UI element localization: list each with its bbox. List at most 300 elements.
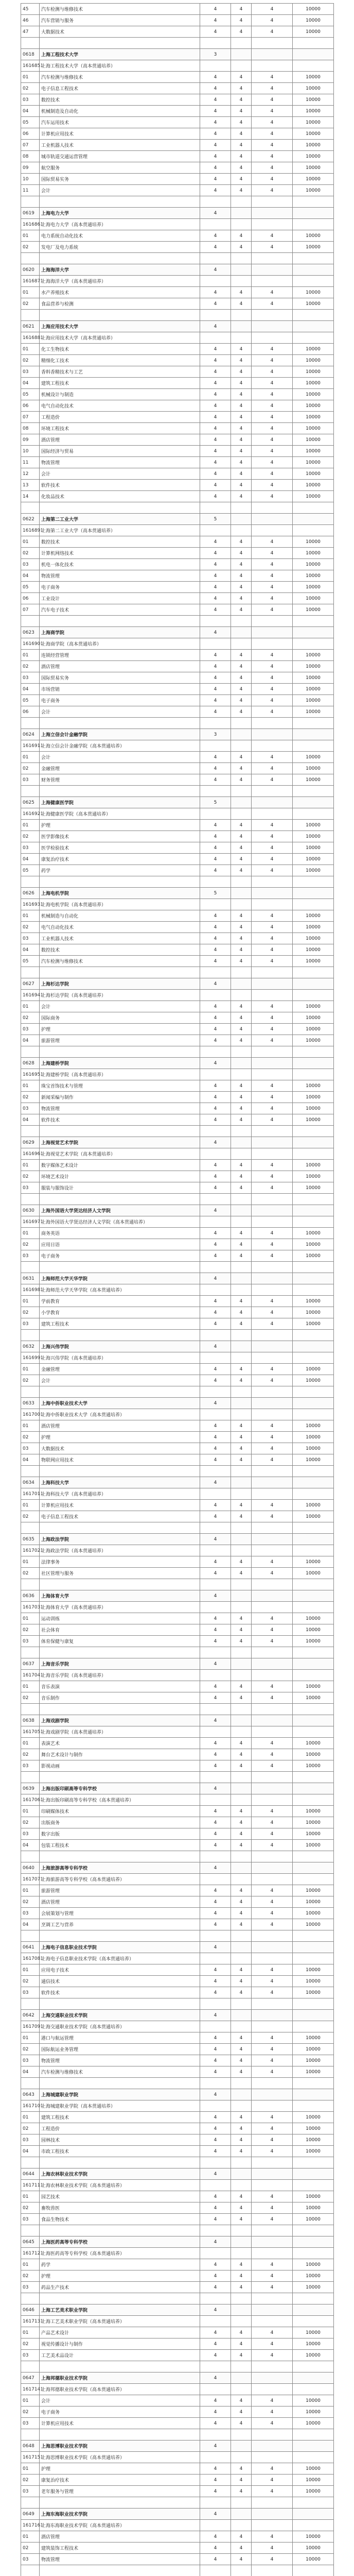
row-name-cell: 软件技术 — [40, 1114, 200, 1126]
row-count-cell — [252, 1602, 293, 1613]
row-count-cell: 4 — [252, 661, 293, 672]
row-plan-cell — [231, 740, 252, 752]
row-code-cell: 1617071 — [21, 1874, 40, 1885]
row-years-cell — [200, 1352, 231, 1364]
row-plan-cell — [231, 1874, 252, 1885]
row-count-cell: 4 — [252, 933, 293, 944]
row-code-cell: 07 — [21, 140, 40, 151]
row-years-cell — [200, 1216, 231, 1228]
table-row — [21, 1976, 334, 1987]
row-years-cell: 4 — [200, 774, 231, 786]
row-years-cell: 4 — [200, 1182, 231, 1194]
row-plan-cell: 4 — [231, 763, 252, 774]
row-plan-cell: 4 — [231, 1012, 252, 1024]
row-name-cell: 上海第二工业大学 — [40, 514, 200, 525]
row-code-cell — [21, 2497, 40, 2509]
row-count-cell — [252, 1284, 293, 1296]
row-plan-cell — [231, 1704, 252, 1715]
row-name-cell: 会计 — [40, 706, 200, 718]
row-years-cell: 4 — [200, 1296, 231, 1307]
row-fee-cell — [293, 38, 334, 49]
row-code-cell: 03 — [21, 1760, 40, 1772]
row-count-cell: 4 — [252, 2395, 293, 2406]
row-name-cell: 法律事务 — [40, 1556, 200, 1568]
row-plan-cell — [231, 1658, 252, 1670]
row-count-cell — [252, 2497, 293, 2509]
row-fee-cell: 10000 — [293, 230, 334, 242]
row-name-cell — [40, 1930, 200, 1942]
row-plan-cell — [231, 525, 252, 536]
row-fee-cell — [293, 321, 334, 332]
row-code-cell: 02 — [21, 2270, 40, 2282]
row-plan-cell: 4 — [231, 344, 252, 355]
blank-row — [21, 2429, 334, 2441]
row-fee-cell: 10000 — [293, 559, 334, 570]
row-fee-cell — [293, 1726, 334, 1738]
row-count-cell: 4 — [252, 1182, 293, 1194]
row-plan-cell: 4 — [231, 2270, 252, 2282]
row-fee-cell: 10000 — [293, 1806, 334, 1817]
row-count-cell — [252, 740, 293, 752]
row-name-cell: 上海视觉艺术学院 — [40, 1137, 200, 1148]
table-row — [21, 2350, 334, 2361]
row-plan-cell: 4 — [231, 2486, 252, 2497]
row-count-cell: 4 — [252, 1692, 293, 1704]
row-name-cell: 计算机应用技术 — [40, 128, 200, 140]
row-name-cell: 上海商学院（高本贯通培养） — [40, 638, 200, 650]
row-years-cell — [200, 2225, 231, 2236]
row-name-cell — [40, 967, 200, 978]
row-count-cell — [252, 1194, 293, 1205]
table-row — [21, 706, 334, 718]
school-row — [21, 208, 334, 219]
row-years-cell — [200, 876, 231, 888]
row-fee-cell: 10000 — [293, 933, 334, 944]
table-row — [21, 276, 334, 287]
row-count-cell — [252, 1998, 293, 2010]
row-plan-cell — [231, 1488, 252, 1500]
row-years-cell — [200, 1874, 231, 1885]
table-row — [21, 2520, 334, 2531]
row-years-cell — [200, 1386, 231, 1398]
row-years-cell: 4 — [200, 2509, 231, 2520]
row-count-cell — [252, 2429, 293, 2441]
row-count-cell: 4 — [252, 26, 293, 38]
table-row — [21, 1919, 334, 1930]
row-count-cell — [252, 1273, 293, 1284]
row-name-cell: 上海海洋大学（高本贯通培养） — [40, 276, 200, 287]
row-fee-cell: 10000 — [293, 944, 334, 956]
row-name-cell: 汽车检测与维修技术 — [40, 72, 200, 83]
row-years-cell: 4 — [200, 933, 231, 944]
row-name-cell: 旅游管理 — [40, 1885, 200, 1896]
row-name-cell: 环境工程技术 — [40, 423, 200, 434]
row-count-cell — [252, 1783, 293, 1794]
row-count-cell: 4 — [252, 1092, 293, 1103]
table-row — [21, 661, 334, 672]
row-years-cell — [200, 899, 231, 910]
row-name-cell: 上海外国语大学贤达经济人文学院 — [40, 1205, 200, 1216]
row-name-cell — [40, 1386, 200, 1398]
row-code-cell: 03 — [21, 774, 40, 786]
row-plan-cell: 4 — [231, 820, 252, 831]
row-count-cell: 4 — [252, 2531, 293, 2543]
row-name-cell: 软件技术 — [40, 480, 200, 491]
row-fee-cell: 10000 — [293, 706, 334, 718]
row-plan-cell — [231, 2441, 252, 2452]
row-years-cell: 4 — [200, 1715, 231, 1726]
table-row — [21, 2066, 334, 2078]
row-years-cell: 4 — [200, 1137, 231, 1148]
row-code-cell: 01 — [21, 650, 40, 661]
row-years-cell — [200, 1194, 231, 1205]
row-code-cell: 03 — [21, 1987, 40, 1998]
row-fee-cell — [293, 2236, 334, 2248]
row-code-cell: 01 — [21, 1964, 40, 1976]
row-fee-cell: 10000 — [293, 2350, 334, 2361]
table-row — [21, 854, 334, 865]
row-years-cell — [200, 740, 231, 752]
row-code-cell: 05 — [21, 117, 40, 128]
row-plan-cell: 4 — [231, 1987, 252, 1998]
row-name-cell: 护理 — [40, 2270, 200, 2282]
row-fee-cell: 10000 — [293, 661, 334, 672]
school-row — [21, 49, 334, 60]
row-code-cell: 1617121 — [21, 2248, 40, 2259]
row-years-cell: 4 — [200, 446, 231, 457]
row-fee-cell: 10000 — [293, 1171, 334, 1182]
row-code-cell: 05 — [21, 582, 40, 593]
row-plan-cell: 4 — [231, 1454, 252, 1466]
row-fee-cell — [293, 1998, 334, 2010]
row-name-cell — [40, 2429, 200, 2441]
row-plan-cell: 4 — [231, 1443, 252, 1454]
school-row — [21, 978, 334, 990]
row-fee-cell — [293, 1930, 334, 1942]
row-years-cell — [200, 1726, 231, 1738]
row-count-cell — [252, 2520, 293, 2531]
table-row — [21, 1681, 334, 1692]
row-fee-cell: 10000 — [293, 1375, 334, 1386]
row-name-cell: 应用电子技术 — [40, 1964, 200, 1976]
row-name-cell: 上海邦德职业技术学院（高本贯通培养） — [40, 2384, 200, 2395]
row-name-cell: 新闻采编与制作 — [40, 1092, 200, 1103]
row-count-cell — [252, 718, 293, 729]
row-count-cell: 4 — [252, 1738, 293, 1749]
row-years-cell: 4 — [200, 536, 231, 548]
row-count-cell — [252, 2157, 293, 2168]
table-row — [21, 559, 334, 570]
row-count-cell: 4 — [252, 1749, 293, 1760]
row-plan-cell: 4 — [231, 2202, 252, 2214]
row-name-cell: 工艺美术品设计 — [40, 2350, 200, 2361]
table-row — [21, 582, 334, 593]
row-years-cell: 4 — [200, 2202, 231, 2214]
row-years-cell: 5 — [200, 514, 231, 525]
row-years-cell: 4 — [200, 2486, 231, 2497]
row-code-cell: 02 — [21, 661, 40, 672]
row-fee-cell: 10000 — [293, 593, 334, 604]
table-row — [21, 355, 334, 366]
row-years-cell: 4 — [200, 1511, 231, 1522]
row-name-cell: 上海城建职业学院 — [40, 2089, 200, 2100]
row-years-cell: 4 — [200, 2543, 231, 2554]
row-count-cell: 4 — [252, 1239, 293, 1250]
row-fee-cell: 10000 — [293, 4, 334, 15]
blank-row — [21, 2078, 334, 2089]
row-plan-cell: 4 — [231, 378, 252, 389]
row-plan-cell: 4 — [231, 774, 252, 786]
row-count-cell: 4 — [252, 1624, 293, 1636]
row-plan-cell — [231, 978, 252, 990]
row-plan-cell: 4 — [231, 944, 252, 956]
row-code-cell: 01 — [21, 2259, 40, 2270]
row-count-cell: 4 — [252, 752, 293, 763]
row-years-cell: 4 — [200, 1590, 231, 1602]
row-name-cell: 上海兴伟学院 — [40, 1341, 200, 1352]
row-fee-cell — [293, 2157, 334, 2168]
row-code-cell: 06 — [21, 400, 40, 412]
row-code-cell: 45 — [21, 4, 40, 15]
row-count-cell — [252, 1579, 293, 1590]
row-count-cell — [252, 1330, 293, 1341]
row-code-cell: 04 — [21, 2146, 40, 2157]
table-row — [21, 1624, 334, 1636]
row-count-cell: 4 — [252, 400, 293, 412]
row-fee-cell — [293, 1862, 334, 1874]
row-plan-cell: 4 — [231, 230, 252, 242]
row-years-cell — [200, 276, 231, 287]
row-code-cell: 0641 — [21, 1942, 40, 1953]
row-name-cell: 会计 — [40, 1001, 200, 1012]
row-fee-cell: 10000 — [293, 820, 334, 831]
row-plan-cell: 4 — [231, 298, 252, 310]
row-count-cell: 4 — [252, 2032, 293, 2044]
row-years-cell — [200, 1953, 231, 1964]
row-fee-cell — [293, 2180, 334, 2191]
row-name-cell: 园林技术 — [40, 2134, 200, 2146]
table-row — [21, 1375, 334, 1386]
row-plan-cell: 4 — [231, 128, 252, 140]
row-code-cell: 1616941 — [21, 990, 40, 1001]
row-plan-cell: 4 — [231, 1964, 252, 1976]
table-row — [21, 2486, 334, 2497]
row-plan-cell: 4 — [231, 2123, 252, 2134]
row-years-cell: 4 — [200, 2282, 231, 2293]
row-years-cell: 4 — [200, 752, 231, 763]
row-years-cell: 4 — [200, 854, 231, 865]
row-name-cell — [40, 616, 200, 627]
row-count-cell — [252, 1216, 293, 1228]
row-plan-cell — [231, 502, 252, 514]
table-row — [21, 548, 334, 559]
row-code-cell: 01 — [21, 2463, 40, 2475]
row-plan-cell: 4 — [231, 933, 252, 944]
row-fee-cell: 10000 — [293, 1103, 334, 1114]
row-fee-cell: 10000 — [293, 1908, 334, 1919]
row-code-cell: 02 — [21, 2406, 40, 2418]
row-fee-cell: 10000 — [293, 752, 334, 763]
row-name-cell: 城市轨道交通运营管理 — [40, 151, 200, 162]
row-code-cell — [21, 1851, 40, 1862]
row-years-cell: 4 — [200, 162, 231, 174]
row-years-cell — [200, 1851, 231, 1862]
row-plan-cell: 4 — [231, 2134, 252, 2146]
row-code-cell: 02 — [21, 2543, 40, 2554]
row-count-cell: 4 — [252, 1420, 293, 1432]
row-count-cell — [252, 1398, 293, 1409]
row-count-cell — [252, 1386, 293, 1398]
row-code-cell: 03 — [21, 366, 40, 378]
row-plan-cell — [231, 1194, 252, 1205]
row-fee-cell: 10000 — [293, 1035, 334, 1046]
row-code-cell: 01 — [21, 910, 40, 922]
row-code-cell: 01 — [21, 1613, 40, 1624]
row-fee-cell: 10000 — [293, 117, 334, 128]
row-fee-cell — [293, 264, 334, 276]
row-plan-cell: 4 — [231, 2327, 252, 2338]
table-row — [21, 2384, 334, 2395]
row-code-cell: 03 — [21, 1024, 40, 1035]
row-fee-cell: 10000 — [293, 480, 334, 491]
row-code-cell — [21, 2361, 40, 2372]
row-years-cell — [200, 1262, 231, 1273]
row-fee-cell — [293, 2384, 334, 2395]
row-years-cell: 4 — [200, 1817, 231, 1828]
school-row — [21, 627, 334, 638]
row-years-cell: 4 — [200, 2191, 231, 2202]
row-years-cell: 4 — [200, 1103, 231, 1114]
row-plan-cell: 4 — [231, 140, 252, 151]
row-plan-cell — [231, 729, 252, 740]
row-fee-cell — [293, 2520, 334, 2531]
row-code-cell: 02 — [21, 2044, 40, 2055]
row-plan-cell: 4 — [231, 582, 252, 593]
row-name-cell: 护理 — [40, 820, 200, 831]
row-years-cell: 4 — [200, 1885, 231, 1896]
row-fee-cell: 10000 — [293, 1885, 334, 1896]
blank-row — [21, 2225, 334, 2236]
row-fee-cell — [293, 2372, 334, 2384]
row-fee-cell: 10000 — [293, 2191, 334, 2202]
row-years-cell: 4 — [200, 1205, 231, 1216]
row-years-cell: 4 — [200, 2372, 231, 2384]
row-name-cell: 食品生物技术 — [40, 2214, 200, 2225]
row-count-cell: 4 — [252, 1511, 293, 1522]
row-fee-cell: 10000 — [293, 1964, 334, 1976]
row-name-cell: 药学 — [40, 2259, 200, 2270]
row-years-cell: 4 — [200, 2032, 231, 2044]
row-years-cell: 4 — [200, 1760, 231, 1772]
row-name-cell: 机械制造及自动化 — [40, 106, 200, 117]
row-name-cell: 计算机应用技术 — [40, 2418, 200, 2429]
row-years-cell: 4 — [200, 208, 231, 219]
row-plan-cell: 4 — [231, 1092, 252, 1103]
row-code-cell: 0627 — [21, 978, 40, 990]
table-row — [21, 2543, 334, 2554]
row-fee-cell: 10000 — [293, 174, 334, 185]
row-count-cell: 4 — [252, 604, 293, 616]
row-years-cell: 4 — [200, 1001, 231, 1012]
row-code-cell: 0630 — [21, 1205, 40, 1216]
row-plan-cell — [231, 2100, 252, 2112]
row-name-cell: 上海东海职业技术学院 — [40, 2509, 200, 2520]
table-row — [21, 117, 334, 128]
table-row — [21, 1250, 334, 1262]
row-code-cell: 03 — [21, 94, 40, 106]
row-years-cell: 4 — [200, 1568, 231, 1579]
row-code-cell — [21, 1647, 40, 1658]
row-code-cell — [21, 1772, 40, 1783]
row-fee-cell — [293, 616, 334, 627]
school-row — [21, 2304, 334, 2316]
row-years-cell: 4 — [200, 1273, 231, 1284]
row-code-cell: 0633 — [21, 1398, 40, 1409]
row-fee-cell — [293, 1262, 334, 1273]
row-code-cell: 04 — [21, 1454, 40, 1466]
row-code-cell: 03 — [21, 1182, 40, 1194]
row-fee-cell: 10000 — [293, 1636, 334, 1647]
row-years-cell: 5 — [200, 888, 231, 899]
row-count-cell — [252, 525, 293, 536]
table-row — [21, 151, 334, 162]
row-code-cell: 01 — [21, 344, 40, 355]
admissions-table-sheet — [21, 3, 333, 2576]
row-name-cell: 上海邦德职业技术学院 — [40, 2372, 200, 2384]
row-count-cell: 4 — [252, 2146, 293, 2157]
row-fee-cell: 10000 — [293, 695, 334, 706]
table-row — [21, 2452, 334, 2463]
row-name-cell: 物流管理 — [40, 457, 200, 468]
school-row — [21, 1942, 334, 1953]
row-name-cell: 大数据技术 — [40, 1443, 200, 1454]
row-plan-cell: 4 — [231, 94, 252, 106]
row-count-cell — [252, 2010, 293, 2021]
row-years-cell: 3 — [200, 729, 231, 740]
row-plan-cell — [231, 1602, 252, 1613]
row-code-cell: 06 — [21, 593, 40, 604]
row-plan-cell — [231, 786, 252, 797]
row-code-cell: 03 — [21, 2418, 40, 2429]
row-count-cell — [252, 627, 293, 638]
table-row — [21, 2032, 334, 2044]
row-years-cell: 4 — [200, 174, 231, 185]
row-plan-cell: 4 — [231, 842, 252, 854]
row-fee-cell: 10000 — [293, 162, 334, 174]
row-fee-cell — [293, 1772, 334, 1783]
row-name-cell: 物流管理 — [40, 1103, 200, 1114]
row-code-cell: 03 — [21, 933, 40, 944]
row-code-cell: 02 — [21, 1092, 40, 1103]
row-plan-cell: 4 — [231, 4, 252, 15]
row-years-cell: 5 — [200, 797, 231, 808]
row-name-cell: 建筑工程技术 — [40, 378, 200, 389]
row-name-cell: 上海兴伟学院（高本贯通培养） — [40, 1352, 200, 1364]
row-count-cell: 4 — [252, 1171, 293, 1182]
row-years-cell — [200, 502, 231, 514]
row-code-cell: 10 — [21, 446, 40, 457]
row-code-cell: 01 — [21, 1296, 40, 1307]
row-code-cell: 1617021 — [21, 1545, 40, 1556]
row-plan-cell: 4 — [231, 480, 252, 491]
row-years-cell — [200, 786, 231, 797]
row-plan-cell — [231, 1386, 252, 1398]
row-plan-cell — [231, 253, 252, 264]
table-row — [21, 1511, 334, 1522]
row-fee-cell: 10000 — [293, 1160, 334, 1171]
row-code-cell: 02 — [21, 2475, 40, 2486]
row-plan-cell: 4 — [231, 2395, 252, 2406]
